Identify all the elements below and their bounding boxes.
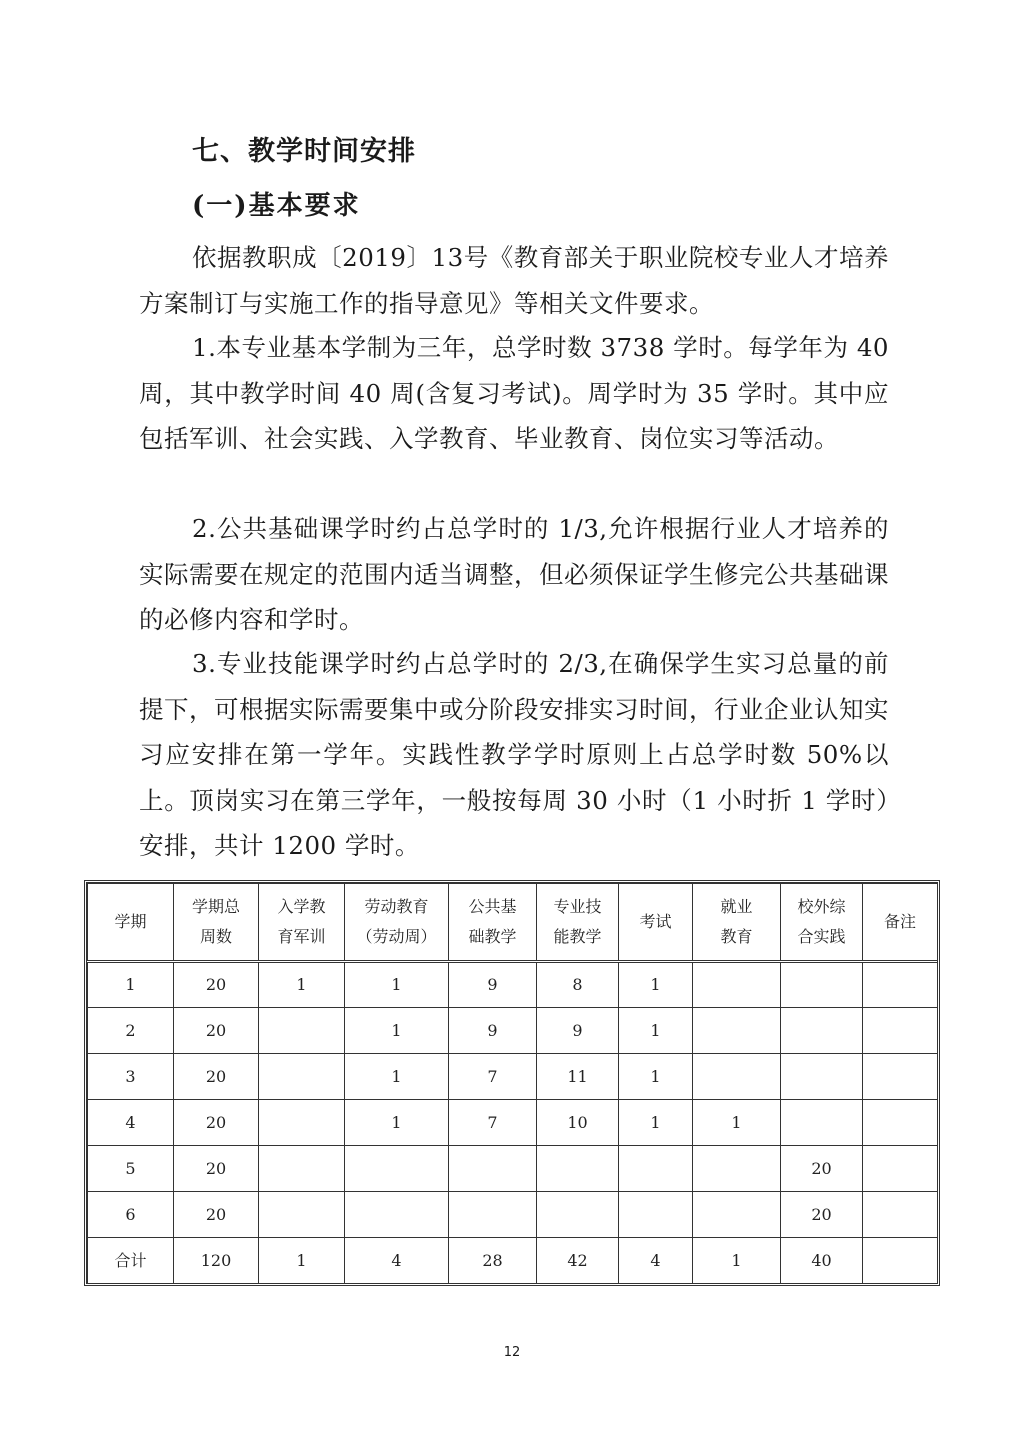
table-header-cell	[449, 884, 537, 962]
table-cell: 1	[619, 1054, 693, 1100]
table-header-cell	[781, 884, 863, 962]
header-line: 础教学	[468, 927, 517, 946]
table-cell: 8	[537, 962, 619, 1008]
table-cell: 1	[259, 1238, 345, 1284]
header-line: 备注	[883, 912, 916, 931]
table-cell: 2	[88, 1008, 174, 1054]
table-cell	[781, 1100, 863, 1146]
table-cell	[537, 1192, 619, 1238]
table-total-row	[88, 1238, 938, 1284]
table-cell	[345, 1192, 449, 1238]
table-cell: 3	[88, 1054, 174, 1100]
table-cell	[693, 1054, 781, 1100]
table-row	[88, 1146, 938, 1192]
table-cell	[863, 1054, 938, 1100]
header-line: 校外综	[797, 897, 846, 916]
table-row	[88, 1100, 938, 1146]
table-cell: 20	[174, 1100, 259, 1146]
table-header-cell	[345, 884, 449, 962]
header-line: 公共基	[468, 897, 517, 916]
table-cell: 4	[345, 1238, 449, 1284]
table-cell: 1	[619, 1008, 693, 1054]
table-cell: 28	[449, 1238, 537, 1284]
table-body	[88, 962, 938, 1284]
table-header-cell	[259, 884, 345, 962]
header-line: 学期总	[191, 897, 240, 916]
table-row	[88, 1054, 938, 1100]
table-cell	[259, 1192, 345, 1238]
header-line: 劳动教育	[364, 897, 429, 916]
paragraph-item-2: 2.公共基础课学时约占总学时的 1/3,允许根据行业人才培养的实际需要在规定的范围内适当调整，但必须保证学生修完公共基础课的必修内容和学时。	[139, 514, 889, 634]
schedule-table-frame	[84, 880, 940, 1286]
table-header-row	[88, 884, 938, 962]
table-row	[88, 962, 938, 1008]
table-cell: 1	[693, 1100, 781, 1146]
header-line: 考试	[639, 912, 672, 931]
table-cell: 40	[781, 1238, 863, 1284]
table-cell	[693, 962, 781, 1008]
table-cell: 4	[88, 1100, 174, 1146]
table-cell: 5	[88, 1146, 174, 1192]
paragraph-intro: 依据教职成〔2019〕13号《教育部关于职业院校专业人才培养方案制订与实施工作的指导意见》等相关文件要求。	[139, 243, 889, 318]
table-cell: 9	[537, 1008, 619, 1054]
table-cell: 合计	[88, 1238, 174, 1284]
table-row	[88, 1192, 938, 1238]
table-cell	[449, 1146, 537, 1192]
header-line: 合实践	[797, 927, 846, 946]
table-cell	[345, 1146, 449, 1192]
table-cell: 1	[259, 962, 345, 1008]
table-cell	[781, 1054, 863, 1100]
table-cell	[863, 1008, 938, 1054]
table-cell: 1	[88, 962, 174, 1008]
table-cell	[693, 1008, 781, 1054]
table-header-cell	[863, 884, 938, 962]
table-cell	[449, 1192, 537, 1238]
table-cell	[619, 1192, 693, 1238]
header-line: 就业	[720, 897, 753, 916]
table-header-cell	[619, 884, 693, 962]
table-cell: 20	[174, 962, 259, 1008]
page-number: 12	[503, 1345, 521, 1360]
header-line: 周数	[199, 927, 232, 946]
table-cell	[259, 1100, 345, 1146]
table-cell	[781, 962, 863, 1008]
table-cell	[259, 1054, 345, 1100]
table-cell: 20	[174, 1008, 259, 1054]
table-cell: 20	[781, 1146, 863, 1192]
table-cell	[619, 1146, 693, 1192]
table-cell: 1	[345, 1008, 449, 1054]
table-cell: 1	[693, 1238, 781, 1284]
table-header-cell	[174, 884, 259, 962]
table-cell: 10	[537, 1100, 619, 1146]
table-cell: 1	[619, 1100, 693, 1146]
table-cell: 20	[174, 1146, 259, 1192]
header-line: 专业技	[553, 897, 602, 916]
paragraph-item-3: 3.专业技能课学时约占总学时的 2/3,在确保学生实习总量的前提下，可根据实际需要集中或分阶段安排实习时间，行业企业认知实习应安排在第一学年。实践性教学学时原则上占总学时数 50%以上。顶岗实习在第三学年，一般按每周 30 小时（1 小时折 1 学时）安排，共计 1200 学时。	[139, 649, 889, 860]
table-cell: 20	[174, 1192, 259, 1238]
table-cell	[537, 1146, 619, 1192]
table-cell	[863, 1100, 938, 1146]
header-line: （劳动周）	[356, 927, 437, 946]
table-cell: 1	[345, 1054, 449, 1100]
table-header-cell	[537, 884, 619, 962]
table-cell: 1	[345, 962, 449, 1008]
table-cell	[693, 1146, 781, 1192]
table-cell	[863, 962, 938, 1008]
header-line: 育军训	[277, 927, 326, 946]
table-cell: 20	[781, 1192, 863, 1238]
table-header-cell	[88, 884, 174, 962]
section-title: 七、教学时间安排	[192, 136, 416, 167]
table-cell	[781, 1008, 863, 1054]
table-cell: 20	[174, 1054, 259, 1100]
table-cell: 120	[174, 1238, 259, 1284]
header-line: 能教学	[553, 927, 602, 946]
table-cell	[693, 1192, 781, 1238]
table-cell: 1	[345, 1100, 449, 1146]
table-cell: 7	[449, 1100, 537, 1146]
schedule-table	[87, 883, 938, 1284]
table-cell: 1	[619, 962, 693, 1008]
paragraph-item-1: 1.本专业基本学制为三年，总学时数 3738 学时。每学年为 40 周，其中教学时间 40 周(含复习考试)。周学时为 35 学时。其中应包括军训、社会实践、入学教育、毕业教育、岗位实习等活动。	[139, 333, 889, 453]
table-header-cell	[693, 884, 781, 962]
header-line: 学期	[114, 912, 147, 931]
table-cell: 9	[449, 962, 537, 1008]
table-cell	[863, 1192, 938, 1238]
table-cell: 11	[537, 1054, 619, 1100]
table-row	[88, 1008, 938, 1054]
table-cell	[863, 1238, 938, 1284]
header-line: 入学教	[277, 897, 326, 916]
table-cell: 7	[449, 1054, 537, 1100]
header-line: 教育	[720, 927, 753, 946]
table-cell: 6	[88, 1192, 174, 1238]
subsection-title: (一)基本要求	[192, 191, 361, 221]
table-cell	[259, 1146, 345, 1192]
table-cell: 9	[449, 1008, 537, 1054]
table-cell: 4	[619, 1238, 693, 1284]
table-cell	[863, 1146, 938, 1192]
table-cell: 42	[537, 1238, 619, 1284]
table-cell	[259, 1008, 345, 1054]
